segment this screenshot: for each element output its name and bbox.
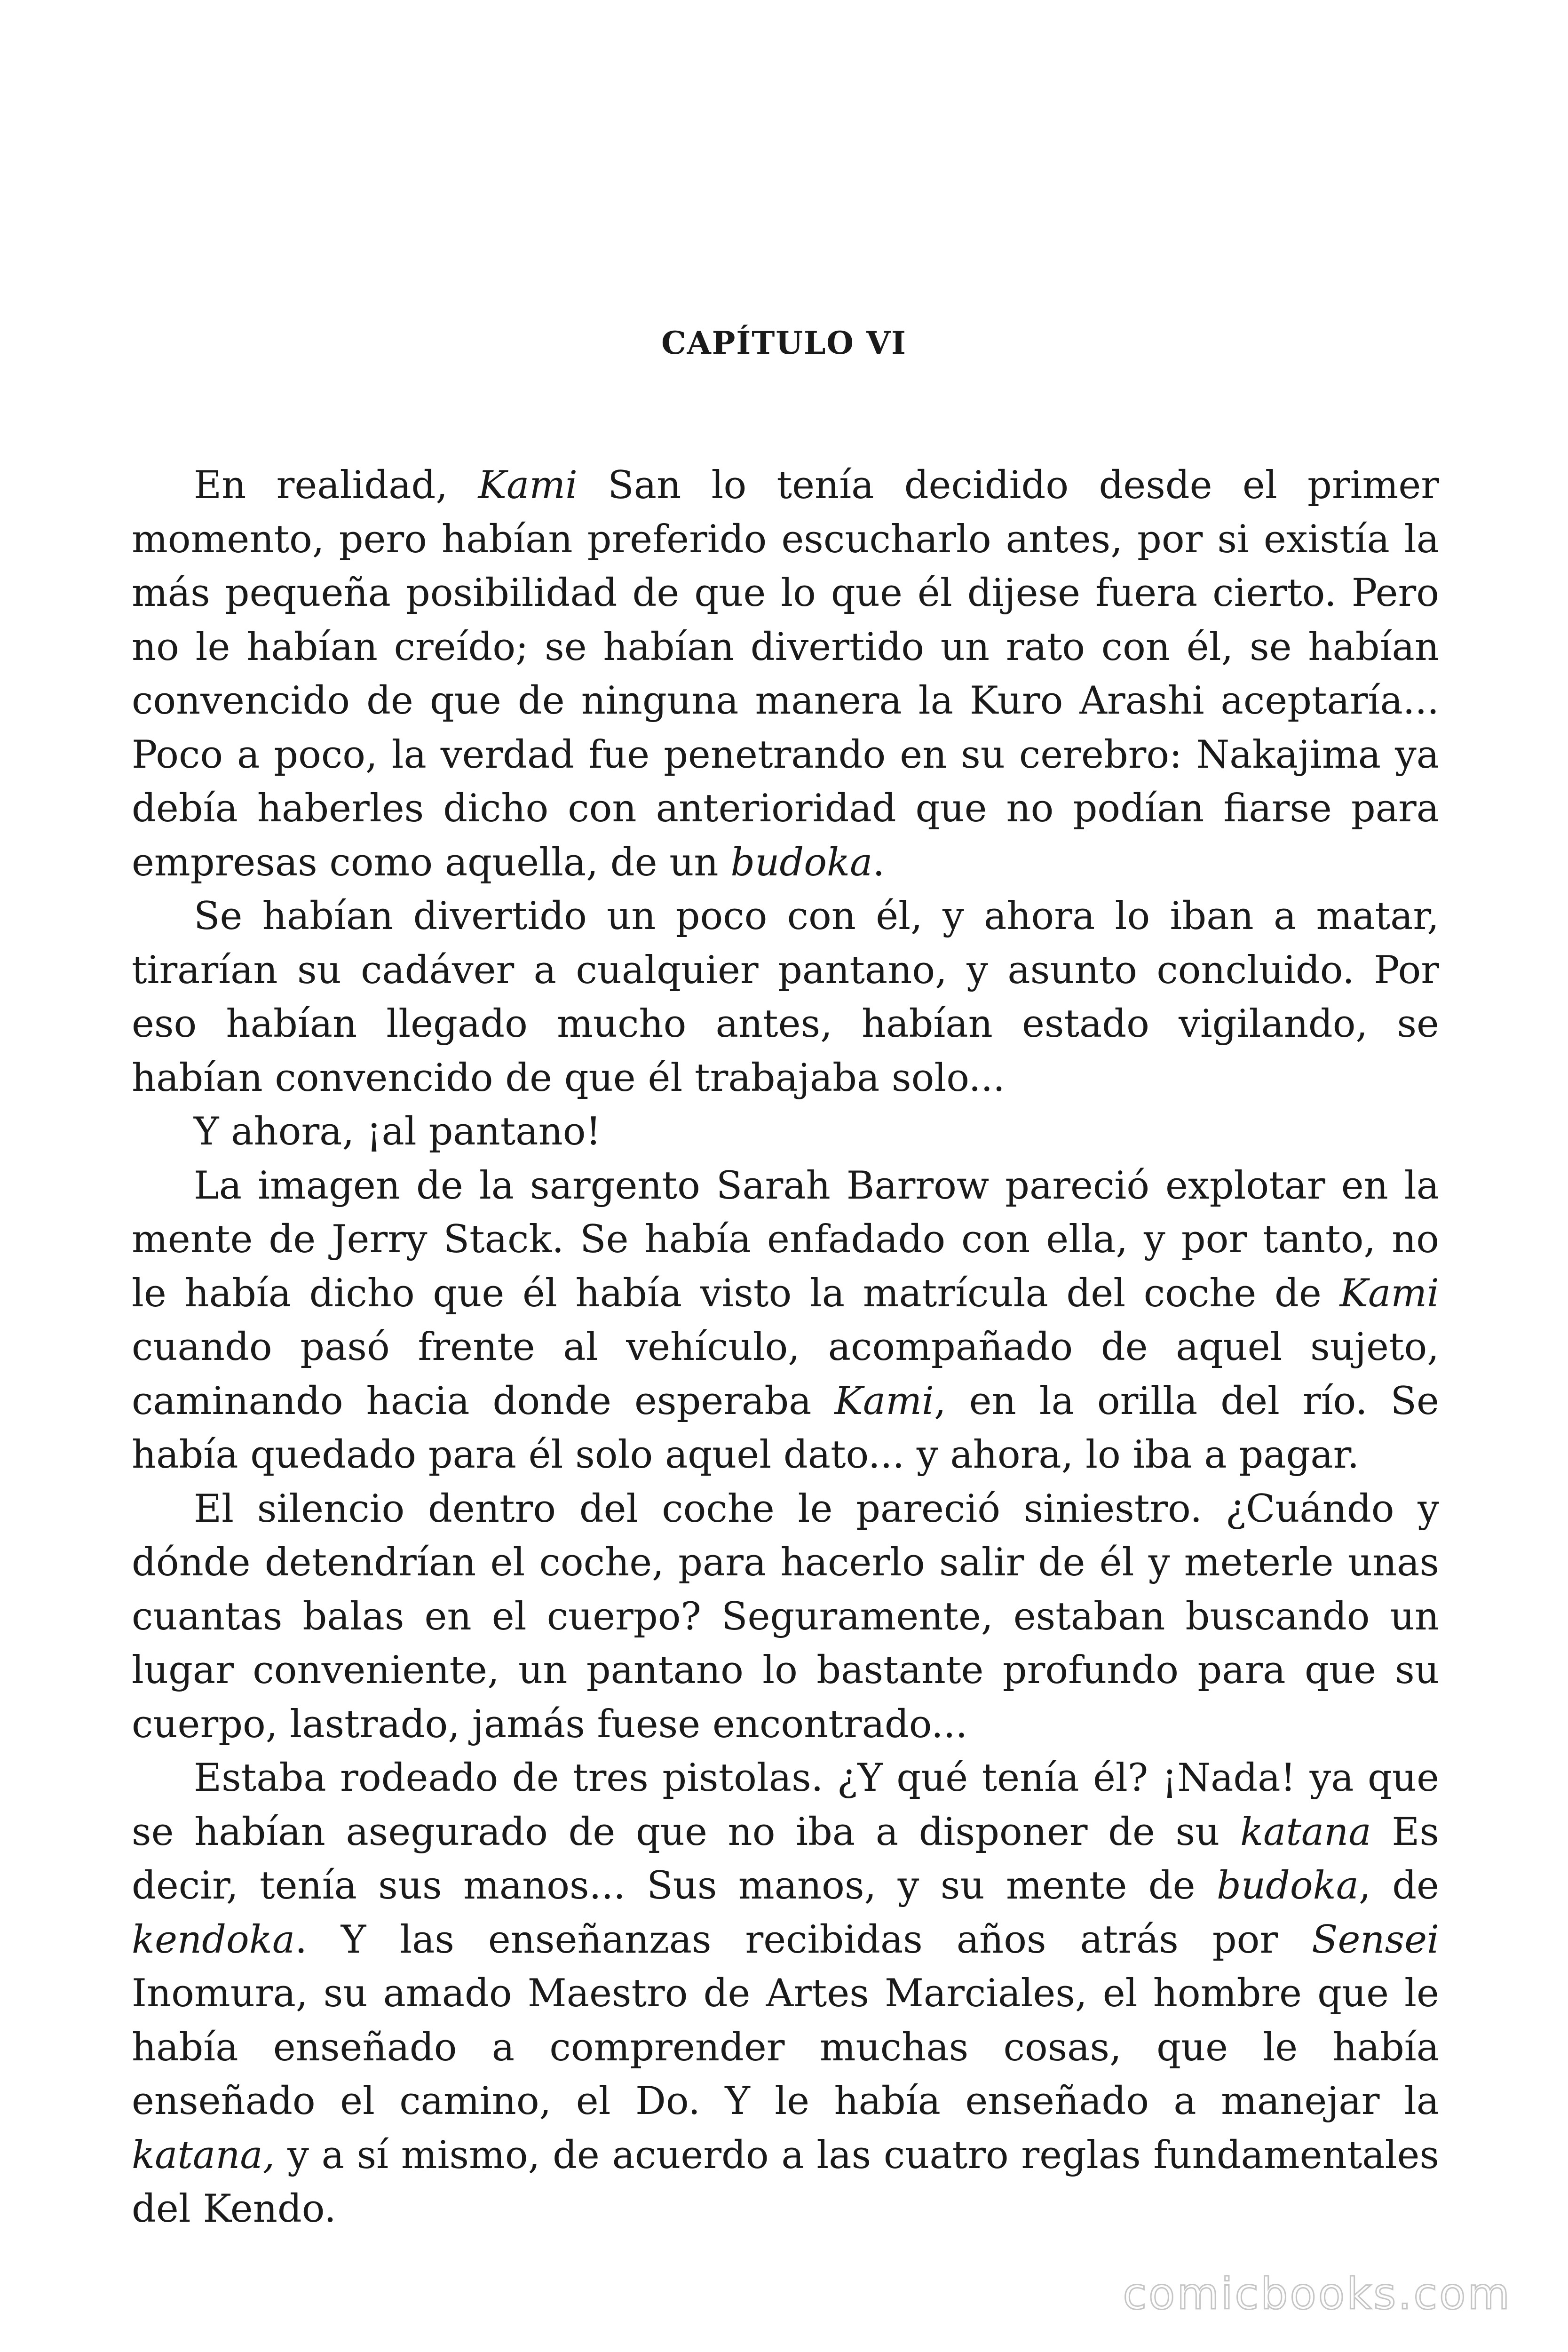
chapter-title: CAPÍTULO VI (661, 325, 907, 361)
text-run: El silencio dentro del coche le pareció siniestro. ¿Cuándo y dónde detendrían el coche, para hacerlo salir de él y meterle unas cuantas balas en el cuerpo? Seguramente, estaban buscando un lugar conveniente, un pantano lo bastante profundo para que su cuerpo, lastrado, jamás fuese encontrado... (132, 1486, 1439, 1747)
text-run: , de (1359, 1864, 1439, 1908)
text-run: . (872, 840, 885, 885)
italic-text: katana (1240, 1810, 1371, 1854)
text-run: . Y las enseñanzas recibidas años atrás por (295, 1917, 1312, 1962)
paragraph (132, 1751, 1439, 2236)
italic-text: budoka (1217, 1864, 1359, 1908)
paragraph (132, 459, 1439, 890)
text-run: Es decir, tenía sus manos... Sus manos, y su mente de (132, 1810, 1439, 1908)
text-run: San lo tenía decidido desde el primer momento, pero habían preferido escucharlo antes, por si existía la más pequeña posibilidad de que lo que él dijese fuera cierto. Pero no le habían creído; se habían divertido un rato con él, se habían convencido de que de ninguna manera la Kuro Arashi aceptaría... Poco a poco, la verdad fue penetrando en su cerebro: Nakajima ya debía haberles dicho con anterioridad que no podían fiarse para empresas como aquella, de un (132, 463, 1440, 885)
text-run: , en la orilla del río. Se había quedado para él solo aquel dato... y ahora, lo iba a pagar. (132, 1379, 1439, 1477)
watermark: comicbooks.com (1123, 2269, 1512, 2319)
italic-text: Kami (478, 463, 578, 508)
text-run: Inomura, su amado Maestro de Artes Marciales, el hombre que le había enseñado a comprender muchas cosas, que le había enseñado el camino, el Do. Y le había enseñado a manejar la (132, 1971, 1439, 2123)
italic-text: katana, (132, 2133, 275, 2177)
italic-text: budoka (730, 840, 873, 885)
italic-text: Kami (834, 1379, 934, 1423)
text-run: La imagen de la sargento Sarah Barrow pareció explotar en la mente de Jerry Stack. Se había enfadado con ella, y por tanto, no le había dicho que él había visto la matrícula del coche de (132, 1163, 1439, 1316)
paragraph (132, 890, 1439, 1105)
text-run: En realidad, (194, 463, 478, 508)
chapter-body (132, 459, 1439, 2236)
italic-text: kendoka (132, 1917, 295, 1962)
text-run: Estaba rodeado de tres pistolas. ¿Y qué tenía él? ¡Nada! ya que se habían asegurado de que no iba a disponer de su (132, 1756, 1439, 1854)
paragraph (132, 1482, 1439, 1752)
text-run: cuando pasó frente al vehículo, acompañado de aquel sujeto, caminando hacia donde esperaba (132, 1325, 1439, 1423)
text-run: Y ahora, ¡al pantano! (194, 1110, 602, 1154)
paragraph (132, 1159, 1439, 1482)
italic-text: Sensei (1311, 1917, 1439, 1962)
italic-text: Kami (1339, 1271, 1439, 1316)
paragraph (132, 1105, 1439, 1159)
text-run: Se habían divertido un poco con él, y ahora lo iban a matar, tirarían su cadáver a cualquier pantano, y asunto concluido. Por eso habían llegado mucho antes, habían estado vigilando, se habían convencido de que él trabajaba solo... (132, 894, 1439, 1100)
text-run: y a sí mismo, de acuerdo a las cuatro reglas fundamentales del Kendo. (132, 2133, 1439, 2231)
